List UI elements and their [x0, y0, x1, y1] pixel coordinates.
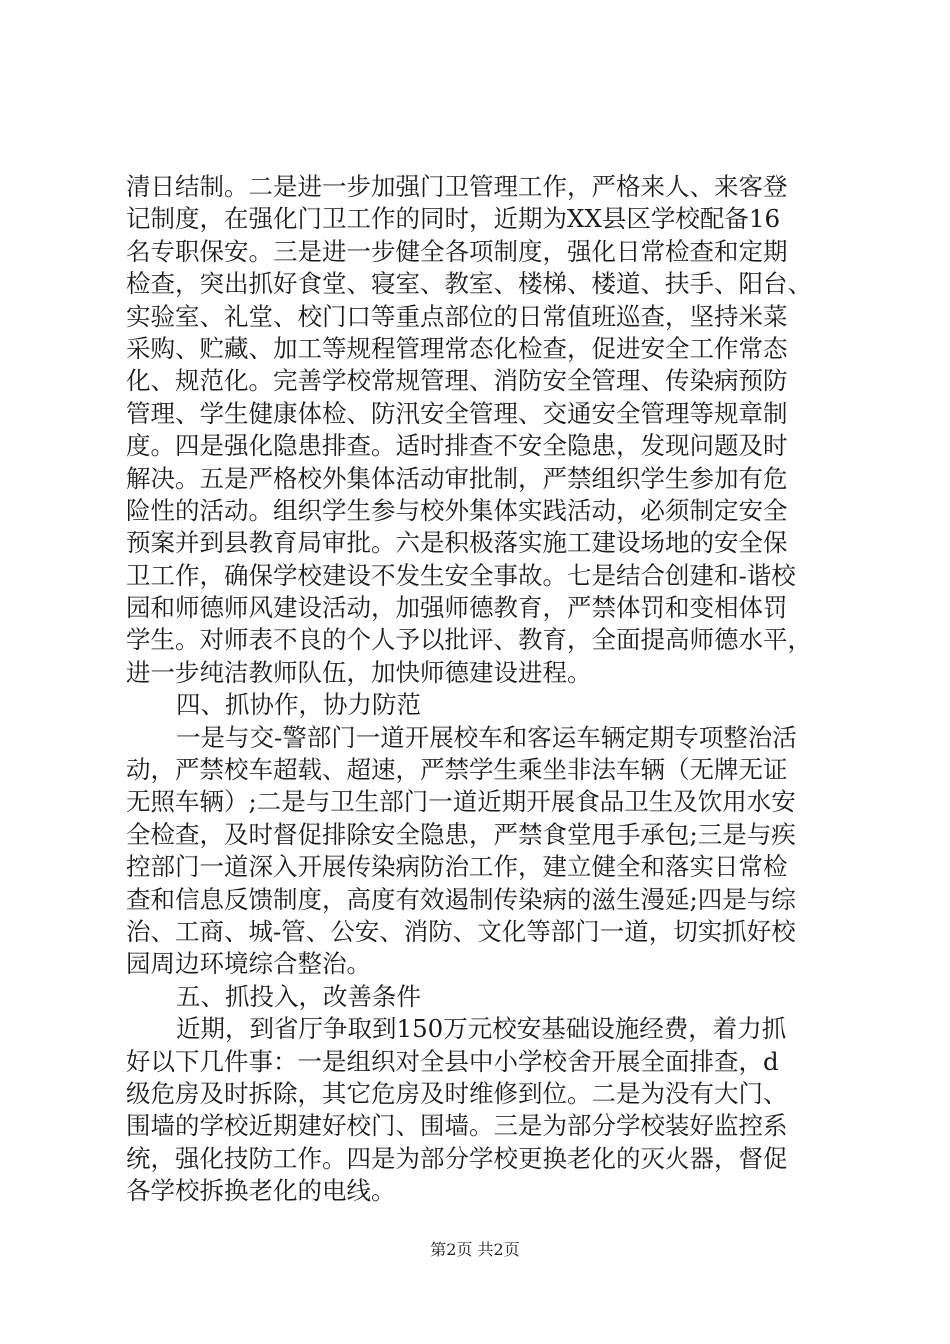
text-line: 统，强化技防工作。四是为部分学校更换老化的灭火器，督促: [126, 1143, 788, 1173]
text-line: 级危房及时拆除，其它危房及时维修到位。二是为没有大门、: [126, 1078, 788, 1108]
text-line: 治、工商、城-管、公安、消防、文化等部门一道，切实抓好校: [126, 916, 796, 946]
text-line: 五、抓投入，改善条件: [176, 981, 421, 1011]
text-line: 卫工作，确保学校建设不发生安全事故。七是结合创建和-谐校: [126, 560, 796, 590]
text-line: 管理、学生健康体检、防汛安全管理、交通安全管理等规章制: [126, 398, 788, 428]
page-footer: 第2页 共2页: [430, 1240, 520, 1259]
text-line: 采购、贮藏、加工等规程管理常态化检查，促进安全工作常态: [126, 333, 788, 363]
text-line: 清日结制。二是进一步加强门卫管理工作，严格来人、来客登: [126, 172, 788, 201]
text-line: 无照车辆）;二是与卫生部门一道近期开展食品卫生及饮用水安: [126, 787, 796, 817]
text-line: 动，严禁校车超载、超速，严禁学生乘坐非法车辆（无牌无证: [126, 755, 788, 785]
text-line: 险性的活动。组织学生参与校外集体实践活动，必须制定安全: [126, 495, 788, 525]
text-line: 一是与交-警部门一道开展校车和客运车辆定期专项整治活: [176, 722, 797, 752]
text-line: 控部门一道深入开展传染病防治工作，建立健全和落实日常检: [126, 852, 788, 882]
text-line: 好以下几件事：一是组织对全县中小学校舍开展全面排查，d: [126, 1046, 779, 1076]
text-line: 解决。五是严格校外集体活动审批制，严禁组织学生参加有危: [126, 463, 788, 493]
text-line: 进一步纯洁教师队伍，加快师德建设进程。: [126, 657, 592, 687]
text-line: 查和信息反馈制度，高度有效遏制传染病的滋生漫延;四是与综: [126, 884, 796, 914]
text-line: 园周边环境综合整治。: [126, 949, 371, 979]
text-line: 实验室、礼堂、校门口等重点部位的日常值班巡查，坚持米菜: [126, 301, 788, 331]
text-line: 预案并到县教育局审批。六是积极落实施工建设场地的安全保: [126, 528, 788, 558]
text-line: 各学校拆换老化的电线。: [126, 1176, 396, 1206]
text-line: 围墙的学校近期建好校门、围墙。三是为部分学校装好监控系: [126, 1111, 788, 1141]
document-body: [126, 171, 830, 1208]
text-line: 记制度，在强化门卫工作的同时，近期为XX县区学校配备16: [126, 204, 781, 234]
text-line: 学生。对师表不良的个人予以批评、教育，全面提高师德水平，: [126, 625, 812, 655]
text-line: 全检查，及时督促排除安全隐患，严禁食堂甩手承包;三是与疾: [126, 819, 796, 849]
text-line: 园和师德师风建设活动，加强师德教育，严禁体罚和变相体罚: [126, 593, 788, 623]
text-line: 近期，到省厅争取到150万元校安基础设施经费，着力抓: [176, 1014, 787, 1044]
text-line: 名专职保安。三是进一步健全各项制度，强化日常检查和定期: [126, 236, 788, 266]
text-line: 化、规范化。完善学校常规管理、消防安全管理、传染病预防: [126, 366, 788, 396]
text-line: 检查，突出抓好食堂、寝室、教室、楼梯、楼道、扶手、阳台、: [126, 269, 812, 299]
text-line: 四、抓协作，协力防范: [176, 690, 421, 720]
text-line: 度。四是强化隐患排查。适时排查不安全隐患，发现问题及时: [126, 431, 788, 461]
